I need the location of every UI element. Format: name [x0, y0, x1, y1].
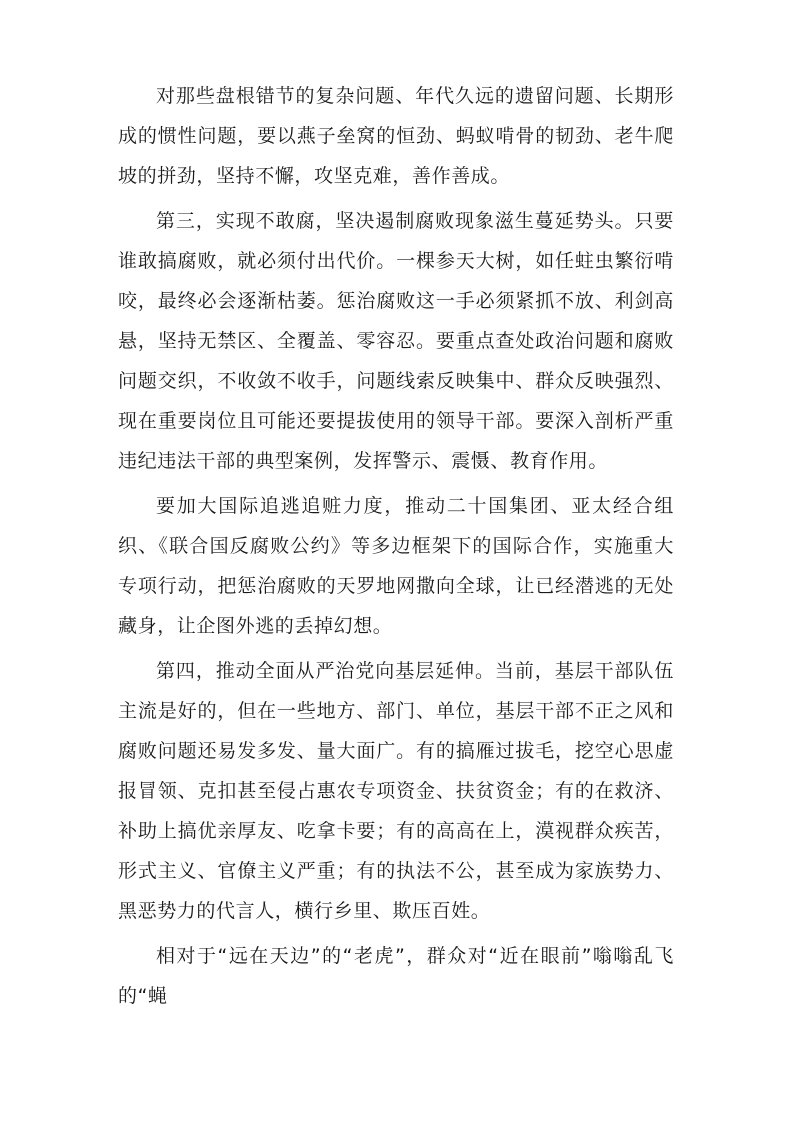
paragraph: 第四，推动全面从严治党向基层延伸。当前，基层干部队伍主流是好的，但在一些地方、部门、单位，基层干部不正之风和腐败问题还易发多发、量大面广。有的搞雁过拔毛，挖空心思虚报冒领、克扣甚至侵占惠农专项资金、扶贫资金；有的在救济、补助上搞优亲厚友、吃拿卡要；有的高高在上，漠视群众疾苦，形式主义、官僚主义严重；有的执法不公，甚至成为家族势力、黑恶势力的代言人，横行乡里、欺压百姓。 — [118, 660, 674, 922]
paragraph: 第三，实现不敢腐，坚决遏制腐败现象滋生蔓延势头。只要谁敢搞腐败，就必须付出代价。一棵参天大树，如任蛀虫繁衍啃咬，最终必会逐渐枯萎。惩治腐败这一手必须紧抓不放、利剑高悬，坚持无禁区、全覆盖、零容忍。要重点查处政治问题和腐败问题交织，不收敛不收手，问题线索反映集中、群众反映强烈、现在重要岗位且可能还要提拔使用的领导干部。要深入剖析严重违纪违法干部的典型案例，发挥警示、震慑、教育作用。 — [118, 210, 674, 472]
paragraph: 对那些盘根错节的复杂问题、年代久远的遗留问题、长期形成的惯性问题，要以燕子垒窝的恒劲、蚂蚁啃骨的韧劲、老牛爬坡的拼劲，坚持不懈，攻坚克难，善作善成。 — [118, 85, 674, 187]
paragraph: 相对于“远在天边”的“老虎”，群众对“近在眼前”嗡嗡乱飞的“蝇 — [118, 945, 674, 1007]
document-body — [118, 76, 674, 1016]
paragraph: 要加大国际追逃追赃力度，推动二十国集团、亚太经合组织、《联合国反腐败公约》等多边框架下的国际合作，实施重大专项行动，把惩治腐败的天罗地网撒向全球，让已经潜逃的无处藏身，让企图外逃的丢掉幻想。 — [118, 495, 674, 637]
